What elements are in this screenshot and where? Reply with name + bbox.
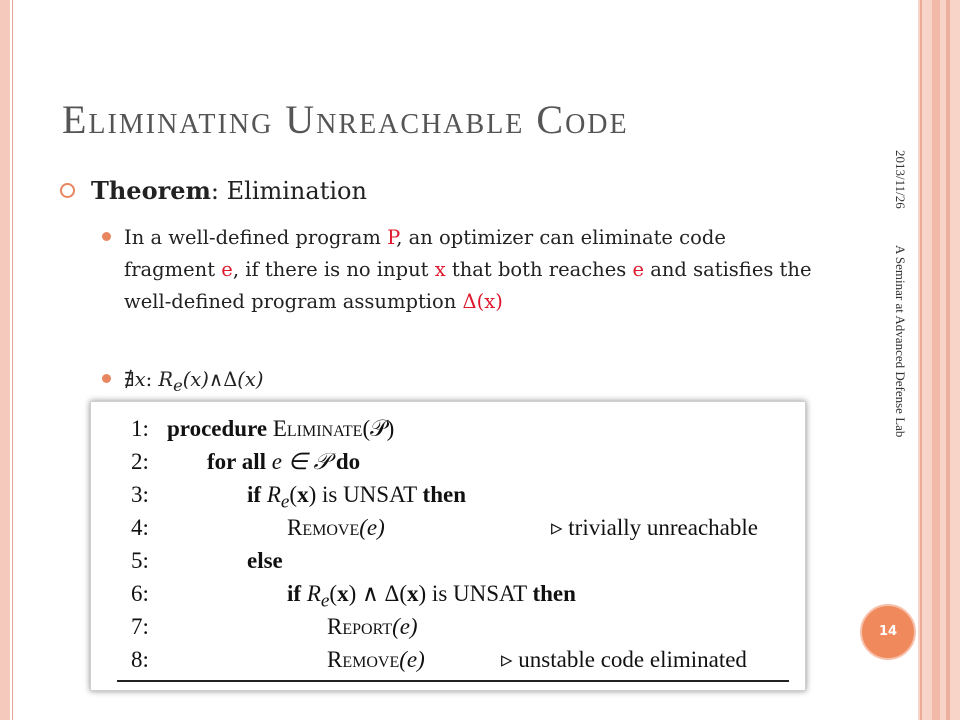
- keyword: if: [287, 581, 307, 606]
- theorem-label: Theorem: [91, 176, 211, 205]
- line-number: 1:: [131, 416, 149, 441]
- text-run: , if there is no input: [232, 258, 435, 281]
- theorem-heading: [60, 176, 367, 205]
- keyword: then: [532, 581, 576, 606]
- code-text: x: [297, 482, 309, 507]
- code-text: R: [266, 482, 281, 507]
- program-symbol: P: [387, 226, 397, 249]
- procedure-name: Eliminate: [272, 416, 363, 441]
- keyword: procedure: [167, 416, 273, 441]
- code-text: x: [407, 581, 419, 606]
- procedure-name: Report: [327, 614, 393, 639]
- assumption-symbol: Δ(x): [462, 290, 503, 313]
- input-symbol: x: [434, 258, 446, 281]
- algorithm-line: [91, 515, 805, 545]
- fragment-symbol: e: [221, 258, 233, 281]
- left-border-line: [12, 0, 13, 720]
- code-text: ) ∧ Δ(: [348, 581, 408, 606]
- text-run: , an optimizer can eliminate code fragment: [124, 226, 726, 281]
- ring-bullet-icon: [60, 183, 75, 198]
- formula-part: Δ: [223, 368, 238, 391]
- left-border-band: [0, 0, 10, 720]
- theorem-subtitle: : Elimination: [210, 177, 367, 205]
- algorithm-bottom-rule: [117, 680, 789, 682]
- algorithm-comment: ▹ trivially unreachable: [551, 515, 758, 540]
- formula-part: (x): [237, 368, 264, 391]
- code-text: e ∈ 𝒫: [271, 449, 336, 474]
- keyword: if: [247, 482, 267, 507]
- code-text: (: [289, 482, 298, 507]
- formula: [124, 364, 822, 402]
- slide-title: Eliminating Unreachable Code: [62, 97, 629, 142]
- fragment-symbol: e: [632, 258, 645, 281]
- line-number: 7:: [131, 614, 149, 639]
- bullet-formula: [102, 364, 822, 402]
- code-text: (e): [359, 515, 385, 540]
- keyword: for all: [207, 449, 272, 474]
- seminar-label: A Seminar at Advanced Defense Lab: [893, 245, 908, 438]
- code-text: x: [337, 581, 349, 606]
- line-number: 3:: [131, 482, 149, 507]
- dot-bullet-icon: [102, 232, 111, 241]
- code-text: e: [320, 590, 330, 612]
- code-text: (e): [392, 614, 418, 639]
- text-run: that both reaches: [445, 258, 633, 281]
- algorithm-line: [91, 548, 805, 578]
- code-text: R: [306, 581, 321, 606]
- code-text: e: [280, 491, 290, 513]
- code-text: ) is UNSAT: [308, 482, 423, 507]
- algorithm-line: [91, 449, 805, 479]
- presentation-date: 2013/11/26: [893, 150, 908, 209]
- right-border-line: [932, 0, 940, 720]
- keyword: else: [247, 548, 283, 573]
- code-text: (𝒫): [362, 416, 395, 441]
- code-text: ) is UNSAT: [418, 581, 533, 606]
- page-number-badge: 14: [860, 604, 916, 660]
- formula-part: x: [134, 368, 146, 391]
- keyword: then: [422, 482, 466, 507]
- algorithm-line: [91, 647, 805, 677]
- line-number: 5:: [131, 548, 149, 573]
- line-number: 8:: [131, 647, 149, 672]
- formula-part: e: [173, 375, 183, 395]
- right-border-line: [920, 0, 922, 720]
- text-run: In a well-defined program: [124, 226, 388, 249]
- code-text: (: [329, 581, 338, 606]
- line-number: 4:: [131, 515, 149, 540]
- code-text: (e): [399, 647, 425, 672]
- procedure-name: Remove: [287, 515, 360, 540]
- formula-part: (x): [182, 368, 209, 391]
- algorithm-line: [91, 581, 805, 611]
- algorithm-line: [91, 482, 805, 512]
- bullet-text: [124, 222, 822, 318]
- line-number: 2:: [131, 449, 149, 474]
- formula-part: R: [158, 368, 174, 391]
- algorithm-comment: ▹ unstable code eliminated: [501, 647, 747, 672]
- keyword: do: [335, 449, 361, 474]
- algorithm-figure: [90, 401, 806, 691]
- text-run: and satisfies the well-defined program assumption: [124, 258, 812, 313]
- algorithm-line: [91, 416, 805, 446]
- formula-part: ∄: [124, 368, 135, 391]
- right-border-line: [946, 0, 950, 720]
- line-number: 6:: [131, 581, 149, 606]
- formula-part: :: [145, 368, 159, 391]
- formula-part: ∧: [208, 368, 224, 391]
- bullet-theorem-statement: [102, 222, 822, 318]
- procedure-name: Remove: [327, 647, 400, 672]
- dot-bullet-icon: [102, 374, 111, 383]
- algorithm-line: [91, 614, 805, 644]
